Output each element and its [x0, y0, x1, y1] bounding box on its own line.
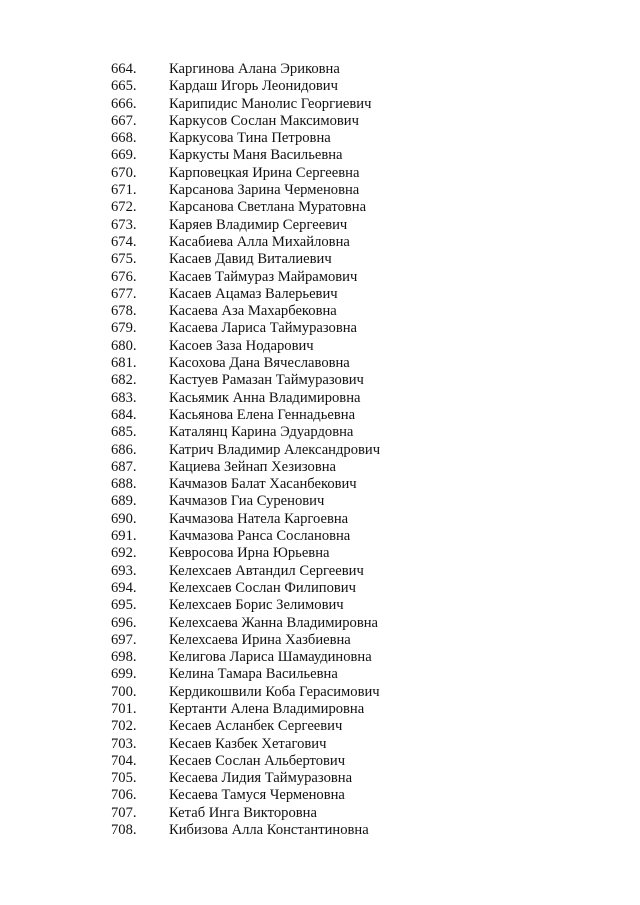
- entry-number: 675.: [111, 251, 137, 268]
- entry-name: Каталянц Карина Эдуардовна: [169, 424, 354, 441]
- entry-number: 681.: [111, 355, 137, 372]
- list-item: [111, 787, 380, 804]
- entry-name: Каргинова Алана Эриковна: [169, 61, 340, 77]
- list-item: [111, 338, 380, 355]
- list-item: [111, 459, 380, 476]
- entry-number: 704.: [111, 752, 137, 769]
- list-item: [111, 147, 380, 164]
- entry-name: Келехсаев Автандил Сергеевич: [169, 562, 364, 579]
- list-item: [111, 545, 380, 562]
- list-item: [111, 701, 380, 718]
- list-item: [111, 78, 380, 95]
- entry-number: 666.: [111, 95, 137, 112]
- entry-name: Каркусты Маня Васильевна: [169, 147, 343, 164]
- list-item: [111, 805, 380, 822]
- entry-name: Кесаев Сослан Альбертович: [169, 752, 346, 769]
- list-item: [111, 666, 380, 683]
- entry-number: 687.: [111, 458, 137, 475]
- entry-number: 701.: [111, 700, 137, 717]
- list-item: [111, 217, 380, 234]
- entry-number: 676.: [111, 268, 137, 285]
- entry-name: Кевросова Ирна Юрьевна: [169, 545, 330, 562]
- entry-number: 692.: [111, 545, 137, 562]
- entry-name: Каряев Владимир Сергеевич: [169, 216, 348, 233]
- entry-name: Келехсаева Ирина Хазбиевна: [169, 631, 351, 648]
- entry-name: Кибизова Алла Константиновна: [169, 822, 369, 839]
- list-item: [111, 96, 380, 113]
- entry-number: 673.: [111, 216, 137, 233]
- entry-name: Келигова Лариса Шамаудиновна: [169, 649, 372, 666]
- entry-name: Кесаева Лидия Таймуразовна: [169, 770, 353, 787]
- list-item: [111, 269, 380, 286]
- entry-number: 671.: [111, 182, 137, 199]
- entry-number: 680.: [111, 337, 137, 354]
- entry-name: Келехсаев Сослан Филипович: [169, 579, 356, 596]
- list-item: [111, 182, 380, 199]
- entry-number: 702.: [111, 718, 137, 735]
- entry-name: Карсанова Зарина Черменовна: [169, 182, 360, 199]
- list-item: [111, 424, 380, 441]
- entry-number: 686.: [111, 441, 137, 458]
- entry-number: 698.: [111, 649, 137, 666]
- entry-number: 665.: [111, 78, 137, 95]
- list-item: [111, 632, 380, 649]
- entry-number: 689.: [111, 493, 137, 510]
- entry-name: Касаева Лариса Таймуразовна: [169, 320, 358, 337]
- entry-number: 677.: [111, 285, 137, 302]
- entry-name: Касоев Заза Нодарович: [169, 337, 314, 354]
- entry-name: Карипидис Манолис Георгиевич: [169, 95, 372, 112]
- entry-name: Касьямик Анна Владимировна: [169, 389, 361, 406]
- entry-number: 664.: [111, 61, 137, 77]
- list-item: [111, 580, 380, 597]
- entry-name: Касаева Аза Махарбековна: [169, 303, 337, 320]
- list-item: [111, 476, 380, 493]
- entry-number: 688.: [111, 476, 137, 493]
- entry-name: Каркусова Тина Петровна: [169, 130, 331, 147]
- entry-number: 684.: [111, 406, 137, 423]
- entry-name: Качмазова Ранса Сослановна: [169, 528, 351, 545]
- list-item: [111, 684, 380, 701]
- entry-number: 695.: [111, 597, 137, 614]
- entry-name: Касьянова Елена Геннадьевна: [169, 406, 356, 423]
- list-item: [111, 528, 380, 545]
- list-item: [111, 372, 380, 389]
- list-item: [111, 390, 380, 407]
- entry-name: Качмазова Натела Каргоевна: [169, 510, 349, 527]
- list-item: [111, 130, 380, 147]
- list-item: [111, 303, 380, 320]
- entry-number: 707.: [111, 804, 137, 821]
- entry-name: Кердикошвили Коба Герасимович: [169, 683, 380, 700]
- entry-name: Катрич Владимир Александрович: [169, 441, 381, 458]
- list-item: [111, 251, 380, 268]
- entry-number: 667.: [111, 112, 137, 129]
- list-item: [111, 234, 380, 251]
- entry-number: 693.: [111, 562, 137, 579]
- list-item: [111, 597, 380, 614]
- entry-number: 708.: [111, 822, 137, 839]
- entry-number: 678.: [111, 303, 137, 320]
- list-item: [111, 493, 380, 510]
- entry-name: Келехсаев Борис Зелимович: [169, 597, 344, 614]
- entry-name: Качмазов Гиа Суренович: [169, 493, 325, 510]
- list-item: [111, 563, 380, 580]
- entry-number: 669.: [111, 147, 137, 164]
- list-item: [111, 511, 380, 528]
- entry-name: Касаев Давид Виталиевич: [169, 251, 332, 268]
- entry-number: 700.: [111, 683, 137, 700]
- list-item: [111, 615, 380, 632]
- list-item: [111, 199, 380, 216]
- entry-number: 691.: [111, 528, 137, 545]
- entry-number: 703.: [111, 735, 137, 752]
- entry-name: Карсанова Светлана Муратовна: [169, 199, 367, 216]
- entry-name: Касаев Ацамаз Валерьевич: [169, 285, 338, 302]
- entry-name: Касабиева Алла Михайловна: [169, 233, 350, 250]
- entry-name: Каркусов Сослан Максимович: [169, 112, 359, 129]
- entry-number: 679.: [111, 320, 137, 337]
- name-list: [111, 61, 380, 839]
- list-item: [111, 718, 380, 735]
- list-item: [111, 736, 380, 753]
- entry-name: Кациева Зейнап Хезизовна: [169, 458, 337, 475]
- list-item: [111, 442, 380, 459]
- entry-name: Кастуев Рамазан Таймуразович: [169, 372, 364, 389]
- list-item: [111, 286, 380, 303]
- entry-number: 670.: [111, 164, 137, 181]
- entry-name: Касаев Таймураз Майрамович: [169, 268, 358, 285]
- entry-name: Кардаш Игорь Леонидович: [169, 78, 338, 95]
- entry-name: Кесаев Казбек Хетагович: [169, 735, 327, 752]
- entry-number: 705.: [111, 770, 137, 787]
- list-item: [111, 113, 380, 130]
- entry-number: 699.: [111, 666, 137, 683]
- entry-name: Качмазов Балат Хасанбекович: [169, 476, 357, 493]
- list-item: [111, 770, 380, 787]
- entry-name: Касохова Дана Вячеславовна: [169, 355, 350, 372]
- entry-number: 694.: [111, 579, 137, 596]
- entry-number: 672.: [111, 199, 137, 216]
- entry-number: 697.: [111, 631, 137, 648]
- entry-name: Карповецкая Ирина Сергеевна: [169, 164, 360, 181]
- entry-number: 706.: [111, 787, 137, 804]
- entry-name: Келина Тамара Васильевна: [169, 666, 338, 683]
- entry-number: 683.: [111, 389, 137, 406]
- list-item: [111, 407, 380, 424]
- entry-number: 690.: [111, 510, 137, 527]
- entry-number: 668.: [111, 130, 137, 147]
- entry-name: Кесаев Асланбек Сергеевич: [169, 718, 343, 735]
- entry-name: Кесаева Тамуся Черменовна: [169, 787, 345, 804]
- list-item: [111, 753, 380, 770]
- entry-number: 682.: [111, 372, 137, 389]
- entry-name: Кетаб Инга Викторовна: [169, 804, 317, 821]
- list-item: [111, 61, 380, 78]
- list-item: [111, 320, 380, 337]
- entry-number: 685.: [111, 424, 137, 441]
- entry-name: Кертанти Алена Владимировна: [169, 700, 365, 717]
- entry-number: 696.: [111, 614, 137, 631]
- entry-number: 674.: [111, 233, 137, 250]
- entry-name: Келехсаева Жанна Владимировна: [169, 614, 379, 631]
- list-item: [111, 822, 380, 839]
- list-item: [111, 355, 380, 372]
- list-item: [111, 165, 380, 182]
- list-item: [111, 649, 380, 666]
